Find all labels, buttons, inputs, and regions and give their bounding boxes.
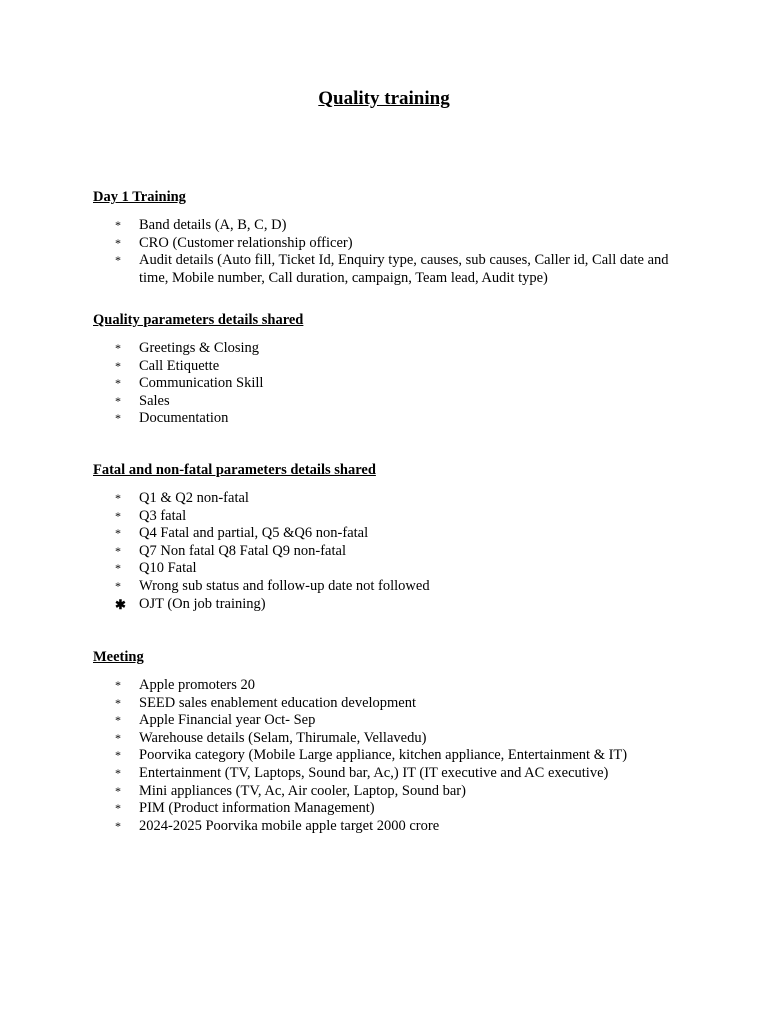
list-item-text: SEED sales enablement education development	[139, 694, 417, 711]
list-item	[93, 235, 693, 253]
list-item	[93, 800, 693, 818]
asterisk-icon: *	[115, 730, 121, 745]
list-item	[93, 747, 693, 765]
asterisk-icon: *	[115, 393, 121, 408]
list-item	[93, 410, 693, 428]
list-item-text: CRO (Customer relationship officer)	[139, 234, 353, 251]
list-item-text: Mini appliances (TV, Ac, Air cooler, Laptop, Sound bar)	[139, 782, 466, 799]
list-item	[93, 525, 693, 543]
list-item-text: PIM (Product information Management)	[139, 800, 375, 817]
asterisk-icon: *	[115, 526, 121, 541]
list-item-text: Q7 Non fatal Q8 Fatal Q9 non-fatal	[139, 542, 346, 559]
asterisk-icon: *	[115, 765, 121, 780]
list-item	[93, 730, 693, 748]
asterisk-icon: *	[115, 358, 121, 373]
asterisk-icon: *	[115, 508, 121, 523]
list-item	[93, 695, 693, 713]
list-item	[93, 358, 693, 376]
list-item	[93, 578, 693, 596]
asterisk-icon: *	[115, 253, 121, 268]
list-item-text: Q3 fatal	[139, 507, 187, 524]
bullet-list	[93, 217, 693, 287]
section-meeting	[93, 648, 693, 835]
list-item-text: Audit details (Auto fill, Ticket Id, Enquiry type, causes, sub causes, Caller id, Call date and time, Mobile number, Call duration, campaign, Team lead, Audit type)	[139, 252, 669, 286]
asterisk-icon: *	[115, 543, 121, 558]
list-item	[93, 508, 693, 526]
asterisk-icon: *	[115, 578, 121, 593]
asterisk-icon: *	[115, 341, 121, 355]
asterisk-icon: *	[115, 695, 121, 710]
list-item	[93, 252, 693, 287]
list-item	[93, 765, 693, 783]
asterisk-icon: *	[115, 818, 121, 833]
asterisk-icon: *	[115, 411, 121, 426]
asterisk-icon: *	[115, 491, 121, 505]
list-item-text: Apple Financial year Oct- Sep	[139, 712, 316, 729]
list-item-text: Q1 & Q2 non-fatal	[139, 490, 249, 506]
asterisk-icon: ✱	[115, 596, 126, 612]
list-item	[93, 818, 693, 836]
section-heading: Fatal and non-fatal parameters details shared	[93, 462, 376, 478]
asterisk-icon: *	[115, 801, 121, 816]
section-day-1-training	[93, 188, 693, 287]
asterisk-icon: *	[115, 218, 121, 232]
section-heading: Quality parameters details shared	[93, 312, 304, 328]
section-quality-parameters	[93, 311, 693, 428]
page-title: Quality training	[318, 88, 450, 109]
list-item	[93, 783, 693, 801]
list-item	[93, 490, 693, 508]
section-heading: Day 1 Training	[93, 189, 186, 205]
list-item-text: Sales	[139, 392, 170, 409]
section-fatal-parameters	[93, 461, 693, 613]
asterisk-icon: *	[115, 713, 121, 728]
section-heading: Meeting	[93, 649, 144, 665]
asterisk-icon: *	[115, 376, 121, 391]
list-item-text: Call Etiquette	[139, 357, 220, 374]
bullet-list	[93, 677, 693, 835]
asterisk-icon: *	[115, 235, 121, 250]
list-item-text: Q4 Fatal and partial, Q5 &Q6 non-fatal	[139, 525, 369, 542]
list-item-text: OJT (On job training)	[139, 595, 266, 612]
list-item-text: Warehouse details (Selam, Thirumale, Vellavedu)	[139, 729, 427, 746]
list-item	[93, 217, 693, 235]
list-item-text: Entertainment (TV, Laptops, Sound bar, Ac,) IT (IT executive and AC executive)	[139, 764, 609, 781]
list-item-text: Documentation	[139, 410, 229, 427]
list-item	[93, 712, 693, 730]
list-item-text: Q10 Fatal	[139, 560, 197, 577]
list-item	[93, 677, 693, 695]
bullet-list	[93, 490, 693, 613]
list-item-text: Wrong sub status and follow-up date not followed	[139, 577, 430, 594]
list-item	[93, 340, 693, 358]
asterisk-icon: *	[115, 748, 121, 763]
asterisk-icon: *	[115, 783, 121, 798]
list-item	[93, 543, 693, 561]
list-item-text: Greetings & Closing	[139, 340, 260, 356]
list-item	[93, 375, 693, 393]
asterisk-icon: *	[115, 678, 121, 692]
list-item-text: Band details (A, B, C, D)	[139, 217, 287, 233]
list-item-text: Apple promoters 20	[139, 677, 255, 693]
asterisk-icon: *	[115, 561, 121, 576]
list-item	[93, 560, 693, 578]
bullet-list	[93, 340, 693, 428]
list-item	[93, 596, 693, 614]
list-item-text: Communication Skill	[139, 375, 264, 392]
list-item-text: Poorvika category (Mobile Large appliance, kitchen appliance, Entertainment & IT)	[139, 747, 628, 764]
list-item	[93, 393, 693, 411]
list-item-text: 2024-2025 Poorvika mobile apple target 2000 crore	[139, 817, 440, 834]
